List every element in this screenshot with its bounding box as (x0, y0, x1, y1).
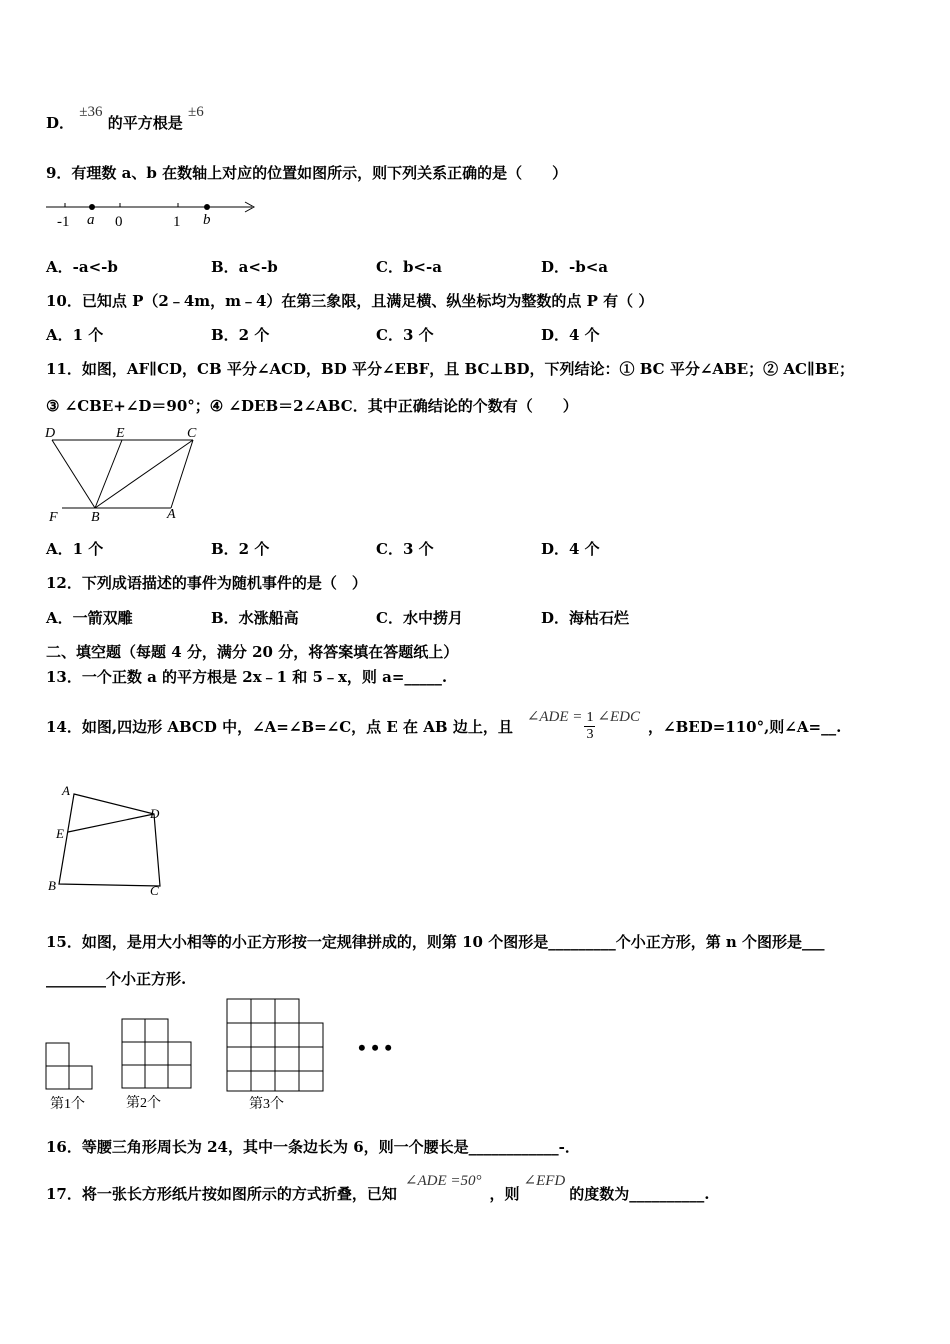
q12-option-d: D．海枯石烂 (541, 609, 630, 627)
q10-option-d: D．4 个 (541, 326, 600, 344)
q9-option-a: A．-a<-b (46, 258, 118, 276)
tick-label-0: 0 (115, 214, 123, 230)
q17-expr-b: ∠EFD (523, 1173, 566, 1189)
segment-ca (171, 440, 193, 508)
q14-frac-num: 1 (586, 709, 594, 725)
q11-stem-line2: ③ ∠CBE+∠D＝90°；④ ∠DEB＝2∠ABC．其中正确结论的个数有（ ） (46, 397, 578, 415)
segment-ed (68, 814, 154, 832)
q15-stem-line1: 15．如图，是用大小相等的小正方形按一定规律拼成的，则第 10 个图形是_________个小正方形，第 n 个图形是___ (46, 933, 825, 951)
q12-stem: 12．下列成语描述的事件为随机事件的是（ ） (46, 574, 367, 592)
q11-stem-line1: 11．如图，AF∥CD，CB 平分∠ACD，BD 平分∠EBF，且 BC⊥BD，下列结论：① BC 平分∠ABE；② AC∥BE； (46, 360, 854, 378)
q14-stem (46, 708, 841, 744)
q10-option-b: B．2 个 (211, 326, 270, 344)
q11-option-a: A．1 个 (46, 540, 104, 558)
q8-d-expr-b: ±6 (187, 104, 204, 120)
q11-option-d: D．4 个 (541, 540, 600, 558)
q10-stem: 10．已知点 P（2﹣4m，m﹣4）在第三象限，且满足横、纵坐标均为整数的点 P 有（ ） (46, 292, 654, 310)
q10-option-a: A．1 个 (46, 326, 104, 344)
q12-option-c: C．水中捞月 (376, 609, 463, 627)
q16-stem: 16．等腰三角形周长为 24，其中一条边长为 6，则一个腰长是____________-． (46, 1138, 580, 1156)
segment-cb (95, 440, 193, 508)
q8-d-text: 的平方根是 (107, 114, 183, 132)
q8-option-d (46, 104, 204, 133)
q15-squares-figure (40, 995, 420, 1115)
pattern-1 (46, 1043, 92, 1089)
label-d: D (45, 426, 56, 441)
label-d: D (150, 806, 160, 821)
label-f: F (49, 510, 58, 525)
tick-label-neg1: -1 (57, 214, 70, 230)
q14-fraction (584, 710, 595, 743)
q17-stem-mid: ，则 (489, 1185, 520, 1203)
q9-number-line-figure (40, 196, 270, 230)
label-e: E (116, 426, 125, 441)
label-a: A (167, 507, 176, 522)
q9-stem: 9．有理数 a、b 在数轴上对应的位置如图所示，则下列关系正确的是（ ） (46, 164, 568, 182)
q10-option-c: C．3 个 (376, 326, 434, 344)
q12-option-b: B．水涨船高 (211, 609, 299, 627)
tick-label-b: b (203, 212, 211, 228)
q17-stem (46, 1174, 709, 1204)
label-b: B (48, 878, 56, 893)
ellipsis: • • • (358, 1035, 393, 1060)
segment-db (52, 440, 95, 508)
q14-stem-pre: 14．如图,四边形 ABCD 中，∠A=∠B=∠C，点 E 在 AB 边上，且 (46, 717, 513, 736)
q17-stem-post: 的度数为__________. (569, 1185, 710, 1203)
q8-d-expr-a: ±36 (79, 104, 103, 120)
caption-1: 第1个 (50, 1097, 85, 1112)
q9-option-d: D．-b<a (541, 258, 609, 276)
label-c: C (187, 426, 197, 441)
label-e: E (56, 826, 64, 841)
label-b: B (91, 510, 100, 525)
q12-option-a: A．一箭双雕 (46, 609, 133, 627)
pattern-2 (122, 1019, 191, 1088)
q17-stem-pre: 17．将一张长方形纸片按如图所示的方式折叠，已知 (46, 1185, 397, 1203)
q9-option-b: B．a<-b (211, 258, 278, 276)
q14-expr-left: ∠ADE = (526, 708, 583, 725)
q11-option-c: C．3 个 (376, 540, 434, 558)
label-a: A (62, 783, 70, 798)
pattern-3 (227, 999, 323, 1091)
segment-eb (95, 440, 122, 508)
section2-title: 二、填空题（每题 4 分，满分 20 分，将答案填在答题纸上） (46, 643, 459, 661)
tick-label-1: 1 (173, 214, 181, 230)
q14-figure (44, 780, 174, 900)
q8-d-label: D． (46, 114, 75, 132)
q13-stem: 13．一个正数 a 的平方根是 2x﹣1 和 5﹣x，则 a=_____. (46, 668, 448, 686)
label-c: C (150, 883, 159, 898)
q11-option-b: B．2 个 (211, 540, 270, 558)
tick-label-a: a (87, 212, 95, 228)
q15-stem-line2: ________个小正方形. (46, 970, 187, 988)
q14-frac-den: 3 (586, 726, 594, 742)
caption-3: 第3个 (249, 1097, 284, 1112)
point-b (204, 204, 210, 210)
point-a (89, 204, 95, 210)
q14-stem-post: ，∠BED=110°,则∠A=__. (648, 717, 842, 736)
caption-2: 第2个 (126, 1096, 161, 1111)
quadrilateral-abcd (59, 794, 160, 886)
q14-expr-right: ∠EDC (597, 708, 641, 725)
q11-figure (40, 420, 210, 528)
q17-expr-a: ∠ADE =50° (404, 1173, 482, 1189)
q9-option-c: C．b<-a (376, 258, 442, 276)
